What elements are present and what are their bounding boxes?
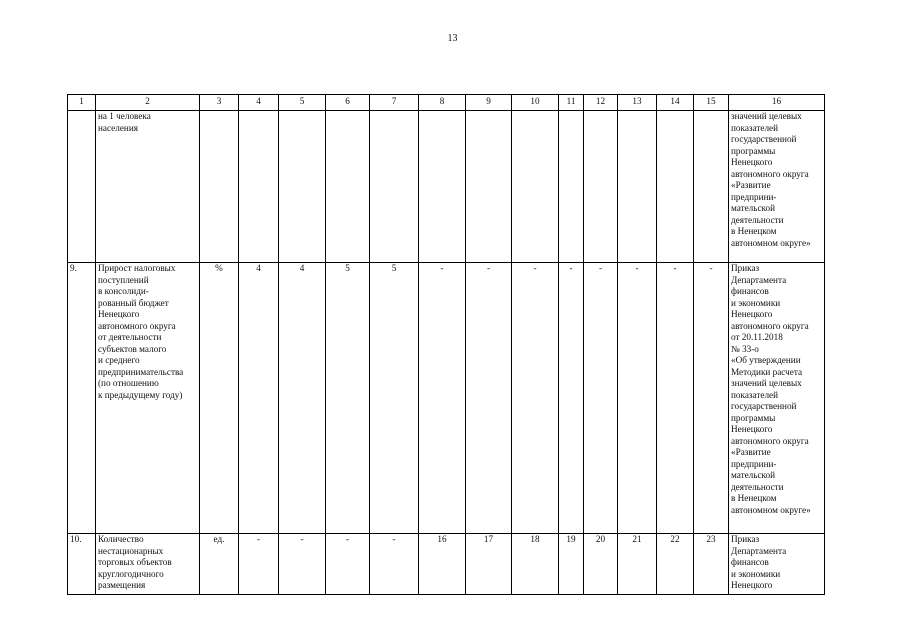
- value-cell: 19: [559, 534, 584, 595]
- header-cell: 3: [200, 95, 239, 111]
- row-number: [68, 111, 96, 263]
- value-cell: -: [239, 534, 279, 595]
- value-cell: [618, 111, 657, 263]
- table-row: [68, 263, 825, 534]
- value-cell: [694, 111, 729, 263]
- header-cell: 6: [326, 95, 370, 111]
- value-cell: [466, 111, 512, 263]
- value-cell: 5: [326, 263, 370, 534]
- value-cell: [370, 111, 419, 263]
- value-cell: -: [618, 263, 657, 534]
- value-cell: -: [326, 534, 370, 595]
- header-cell: 5: [279, 95, 326, 111]
- value-cell: 4: [279, 263, 326, 534]
- header-cell: 11: [559, 95, 584, 111]
- table-row: [68, 111, 825, 263]
- header-cell: 1: [68, 95, 96, 111]
- header-cell: 13: [618, 95, 657, 111]
- indicator-name: Количество нестационарных торговых объектов круглогодичного размещения: [96, 534, 200, 595]
- value-cell: -: [279, 534, 326, 595]
- basis-cell: Приказ Департамента финансов и экономики Ненецкого: [729, 534, 825, 595]
- value-cell: 16: [419, 534, 466, 595]
- value-cell: 5: [370, 263, 419, 534]
- row-number: 10.: [68, 534, 96, 595]
- value-cell: [559, 111, 584, 263]
- value-cell: [239, 111, 279, 263]
- value-cell: 22: [657, 534, 694, 595]
- header-cell: 12: [584, 95, 618, 111]
- header-cell: 14: [657, 95, 694, 111]
- value-cell: 20: [584, 534, 618, 595]
- unit-cell: ед.: [200, 534, 239, 595]
- value-cell: 23: [694, 534, 729, 595]
- value-cell: 18: [512, 534, 559, 595]
- value-cell: [512, 111, 559, 263]
- value-cell: -: [466, 263, 512, 534]
- row-number: 9.: [68, 263, 96, 534]
- basis-cell: Приказ Департамента финансов и экономики Ненецкого автономного округа от 20.11.2018 № 33-о «Об утверждении Методики расчета значений целевых показателей государственной программы Ненецкого автономного округа «Развитие предприни- мательской деятельности в Ненецком автономном округе»: [729, 263, 825, 534]
- value-cell: [657, 111, 694, 263]
- unit-cell: %: [200, 263, 239, 534]
- value-cell: [279, 111, 326, 263]
- basis-cell: значений целевых показателей государственной программы Ненецкого автономного округа «Развитие предприни- мательской деятельности в Ненецком автономном округе»: [729, 111, 825, 263]
- value-cell: -: [370, 534, 419, 595]
- value-cell: -: [694, 263, 729, 534]
- value-cell: 4: [239, 263, 279, 534]
- page-number: 13: [447, 33, 458, 44]
- value-cell: -: [419, 263, 466, 534]
- header-cell: 16: [729, 95, 825, 111]
- indicator-name: на 1 человека населения: [96, 111, 200, 263]
- indicators-table: [67, 94, 825, 595]
- value-cell: 17: [466, 534, 512, 595]
- header-cell: 7: [370, 95, 419, 111]
- value-cell: -: [657, 263, 694, 534]
- value-cell: [326, 111, 370, 263]
- header-cell: 15: [694, 95, 729, 111]
- header-cell: 8: [419, 95, 466, 111]
- header-cell: 4: [239, 95, 279, 111]
- header-cell: 2: [96, 95, 200, 111]
- unit-cell: [200, 111, 239, 263]
- value-cell: 21: [618, 534, 657, 595]
- value-cell: -: [584, 263, 618, 534]
- header-cell: 10: [512, 95, 559, 111]
- indicator-name: Прирост налоговых поступлений в консолиди- рованный бюджет Ненецкого автономного округа от деятельности субъектов малого и среднего предпринимательства (по отношению к предыдущему году): [96, 263, 200, 534]
- table-row: [68, 534, 825, 595]
- value-cell: [419, 111, 466, 263]
- table-header-row: [68, 95, 825, 111]
- value-cell: -: [559, 263, 584, 534]
- value-cell: -: [512, 263, 559, 534]
- header-cell: 9: [466, 95, 512, 111]
- value-cell: [584, 111, 618, 263]
